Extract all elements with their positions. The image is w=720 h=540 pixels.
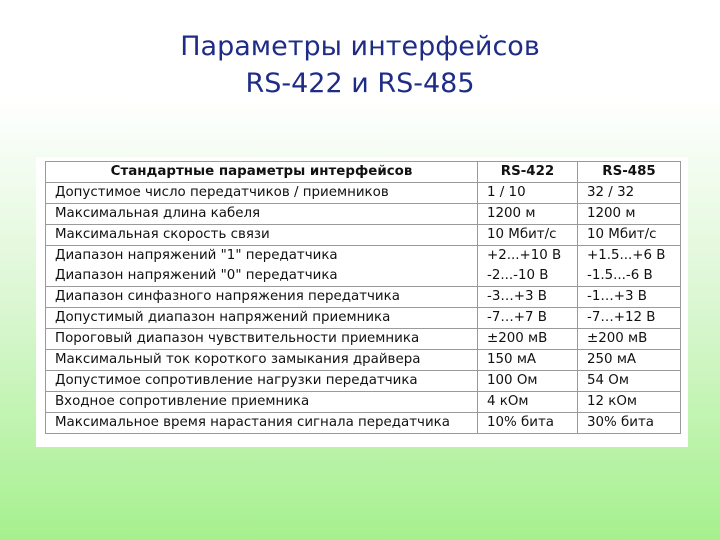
cell-rs422: -3…+3 В bbox=[478, 287, 578, 308]
cell-rs422: 150 мА bbox=[478, 350, 578, 371]
cell-rs485: -1.5...-6 В bbox=[578, 266, 681, 287]
cell-rs485: -7…+12 В bbox=[578, 308, 681, 329]
cell-rs485: 54 Ом bbox=[578, 371, 681, 392]
cell-parameter: Диапазон напряжений "0" передатчика bbox=[46, 266, 478, 287]
cell-parameter: Допустимый диапазон напряжений приемника bbox=[46, 308, 478, 329]
table-row bbox=[46, 371, 681, 392]
slide-title bbox=[0, 28, 720, 102]
cell-rs485: 250 мА bbox=[578, 350, 681, 371]
table-row bbox=[46, 350, 681, 371]
cell-parameter: Максимальная длина кабеля bbox=[46, 204, 478, 225]
parameters-table bbox=[45, 161, 681, 434]
table-row bbox=[46, 413, 681, 434]
cell-rs422: -2...-10 В bbox=[478, 266, 578, 287]
cell-rs422: 1 / 10 bbox=[478, 183, 578, 204]
cell-rs485: 30% бита bbox=[578, 413, 681, 434]
cell-rs422: 1200 м bbox=[478, 204, 578, 225]
header-parameter: Стандартные параметры интерфейсов bbox=[46, 162, 478, 183]
cell-rs485: 32 / 32 bbox=[578, 183, 681, 204]
table-row bbox=[46, 183, 681, 204]
cell-rs485: +1.5...+6 В bbox=[578, 246, 681, 267]
table-row bbox=[46, 308, 681, 329]
cell-parameter: Диапазон напряжений "1" передатчика bbox=[46, 246, 478, 267]
cell-parameter: Допустимое число передатчиков / приемников bbox=[46, 183, 478, 204]
cell-rs485: 12 кОм bbox=[578, 392, 681, 413]
header-rs485: RS-485 bbox=[578, 162, 681, 183]
parameters-table-card bbox=[36, 157, 688, 447]
table-row bbox=[46, 246, 681, 267]
cell-rs422: 10% бита bbox=[478, 413, 578, 434]
cell-parameter: Входное сопротивление приемника bbox=[46, 392, 478, 413]
table-row bbox=[46, 329, 681, 350]
cell-parameter: Максимальный ток короткого замыкания драйвера bbox=[46, 350, 478, 371]
table-body bbox=[46, 183, 681, 434]
cell-parameter: Пороговый диапазон чувствительности приемника bbox=[46, 329, 478, 350]
table-row bbox=[46, 287, 681, 308]
table-header-row bbox=[46, 162, 681, 183]
table-row bbox=[46, 266, 681, 287]
cell-rs422: ±200 мВ bbox=[478, 329, 578, 350]
cell-parameter: Допустимое сопротивление нагрузки передатчика bbox=[46, 371, 478, 392]
cell-parameter: Диапазон синфазного напряжения передатчика bbox=[46, 287, 478, 308]
cell-rs485: -1…+3 В bbox=[578, 287, 681, 308]
cell-parameter: Максимальная скорость связи bbox=[46, 225, 478, 246]
cell-rs422: +2...+10 В bbox=[478, 246, 578, 267]
cell-rs422: -7…+7 В bbox=[478, 308, 578, 329]
cell-rs422: 4 кОм bbox=[478, 392, 578, 413]
cell-rs485: ±200 мВ bbox=[578, 329, 681, 350]
cell-rs485: 1200 м bbox=[578, 204, 681, 225]
cell-rs422: 100 Ом bbox=[478, 371, 578, 392]
cell-rs485: 10 Мбит/с bbox=[578, 225, 681, 246]
header-rs422: RS-422 bbox=[478, 162, 578, 183]
cell-parameter: Максимальное время нарастания сигнала передатчика bbox=[46, 413, 478, 434]
cell-rs422: 10 Мбит/с bbox=[478, 225, 578, 246]
slide-title-line-1: Параметры интерфейсов bbox=[180, 31, 540, 62]
table-row bbox=[46, 204, 681, 225]
table-row bbox=[46, 225, 681, 246]
table-row bbox=[46, 392, 681, 413]
slide-title-line-2: RS-422 и RS-485 bbox=[245, 68, 475, 99]
